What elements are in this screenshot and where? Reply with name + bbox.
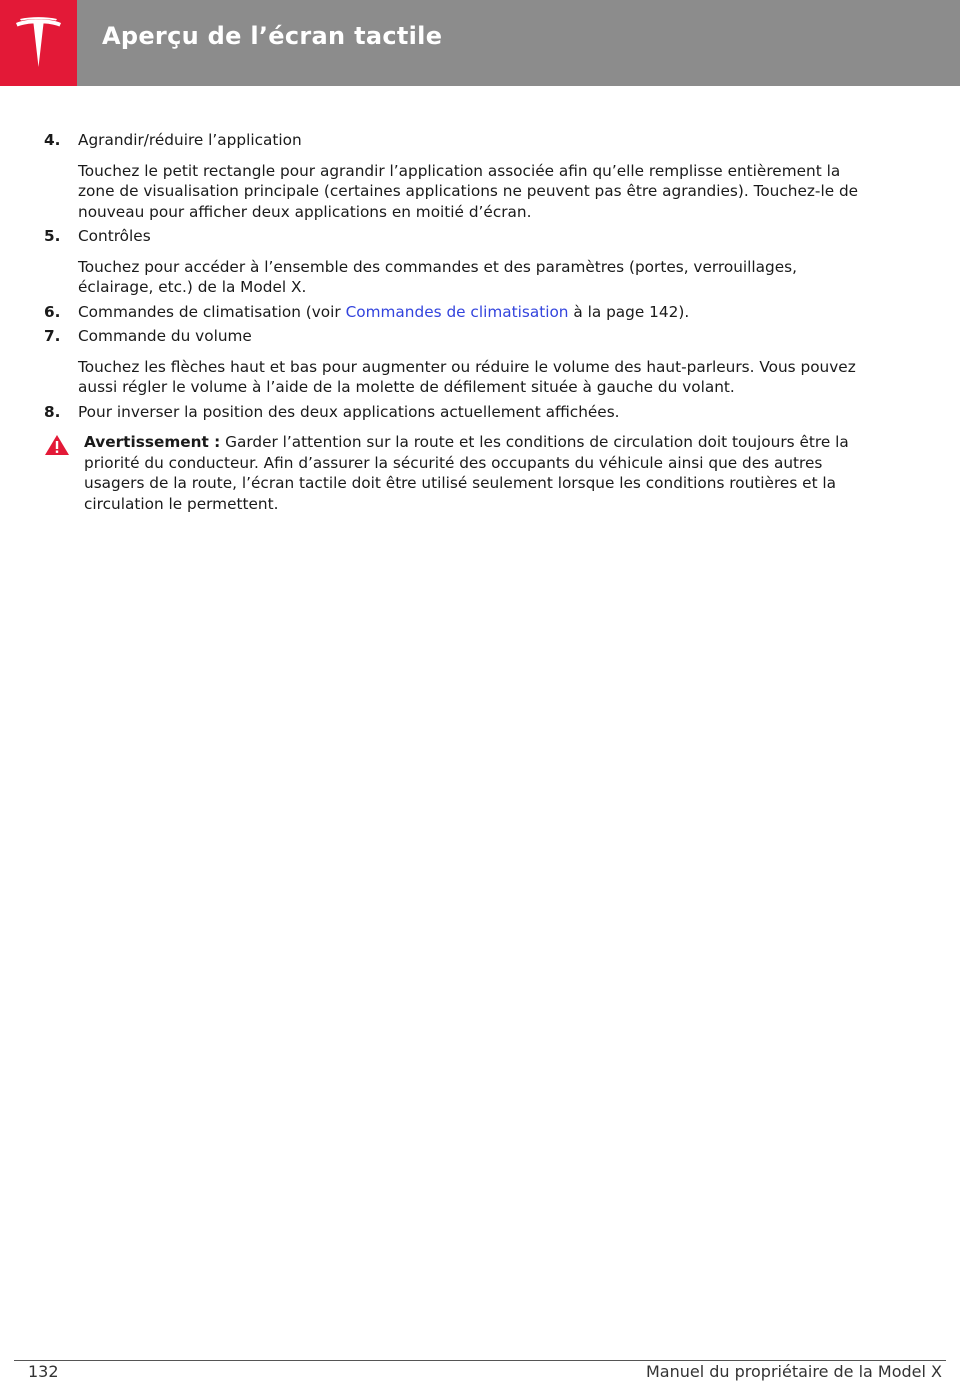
item-title: Pour inverser la position des deux applications actuellement affichées. — [78, 402, 620, 421]
item-title-suffix: à la page 142). — [568, 302, 690, 321]
item-number: 5. — [44, 227, 61, 245]
warning-text: Garder l’attention sur la route et les conditions de circulation doit toujours être la priorité du conducteur. Afin d’assurer la sécurité des occupants du véhicule ainsi que des autres usagers de la route, l’écran tactile doit être utilisé seulement lorsque les conditions routières et la circulation le permettent. — [84, 433, 849, 513]
list-item — [44, 226, 874, 298]
item-title: Agrandir/réduire l’application — [78, 131, 302, 149]
footer-divider — [14, 1360, 946, 1361]
item-number: 7. — [44, 327, 61, 345]
warning-block — [44, 432, 874, 514]
manual-title: Manuel du propriétaire de la Model X — [645, 1362, 942, 1381]
page-title: Aperçu de l’écran tactile — [102, 22, 443, 50]
item-title: Commande du volume — [78, 327, 252, 345]
item-number: 4. — [44, 131, 61, 149]
list-item — [44, 130, 874, 222]
item-title — [78, 302, 874, 323]
climate-controls-link[interactable]: Commandes de climatisation — [345, 302, 569, 321]
tesla-logo-icon — [15, 17, 62, 69]
warning-triangle-icon — [44, 434, 70, 456]
item-number: 6. — [44, 302, 61, 321]
list-item — [44, 402, 874, 423]
main-content — [44, 130, 874, 514]
list-item — [44, 326, 874, 398]
item-description: Touchez le petit rectangle pour agrandir l’application associée afin qu’elle remplisse entièrement la zone de visualisation principale (certaines applications ne peuvent pas être agrandies). Touchez-le de nouveau pour afficher deux applications en moitié d’écran. — [78, 161, 859, 221]
page-header — [0, 0, 960, 86]
item-title: Contrôles — [78, 227, 151, 245]
logo-box — [0, 0, 77, 86]
item-description: Touchez pour accéder à l’ensemble des commandes et des paramètres (portes, verrouillages, éclairage, etc.) de la Model X. — [78, 257, 797, 296]
list-item — [44, 302, 874, 323]
page-number: 132 — [28, 1362, 59, 1381]
item-title-prefix: Commandes de climatisation (voir — [78, 302, 346, 321]
warning-label: Avertissement : — [84, 433, 221, 451]
item-description: Touchez les flèches haut et bas pour augmenter ou réduire le volume des haut-parleurs. Vous pouvez aussi régler le volume à l’aide de la molette de défilement située à gauche du volant. — [78, 357, 856, 396]
item-number: 8. — [44, 402, 61, 421]
